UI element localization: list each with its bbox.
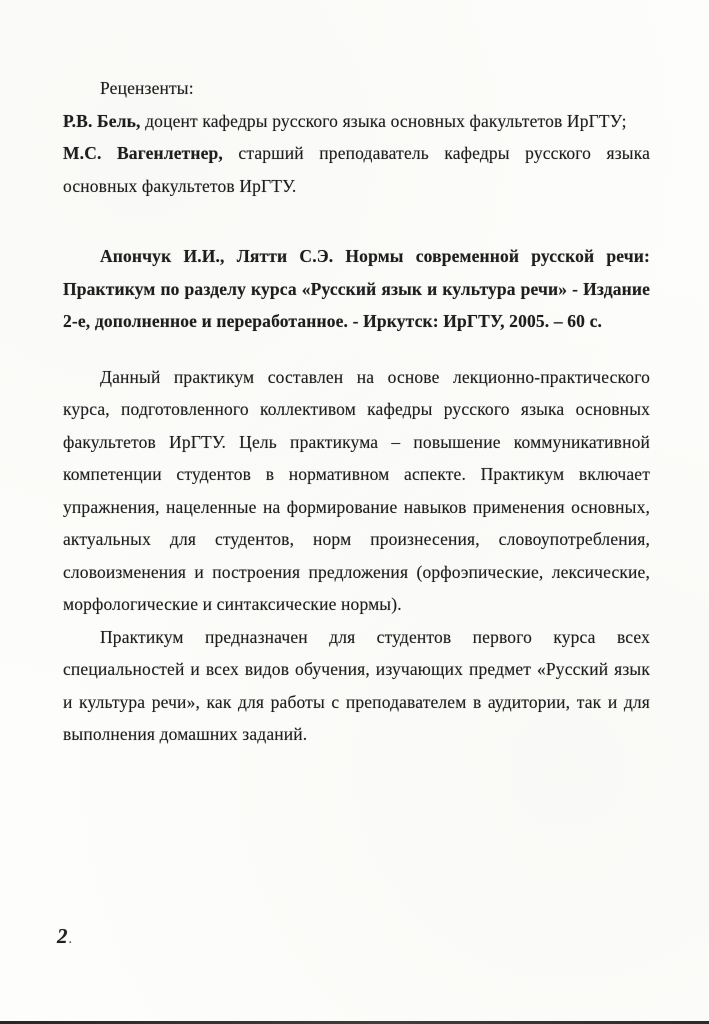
reviewers-heading: Рецензенты: [100, 78, 194, 98]
page-number-dot: . [68, 932, 72, 947]
bibliographic-record: Апончук И.И., Лятти С.Э. Нормы современной русской речи: Практикум по разделу курса «Русский язык и культура речи» - Издание 2-е, дополненное и переработанное. - Иркутск: ИрГТУ, 2005. – 60 с. [63, 246, 650, 331]
annotation-paragraph-1: Данный практикум составлен на основе лекционно-практического курса, подготовленного коллективом кафедры русского языка основных факультетов ИрГТУ. Цель практикума – повышение коммуникативной компетенции студентов в нормативном аспекте. Практикум включает упражнения, нацеленные на формирование навыков применения основных, актуальных для студентов, норм произнесения, словоупотребления, словоизменения и построения предложения (орфоэпические, лексические, морфологические и синтаксические нормы). [63, 366, 650, 614]
annotation-paragraph-2: Практикум предназначен для студентов первого курса всех специальностей и всех видов обучения, изучающих предмет «Русский язык и культура речи», как для работы с преподавателем в аудитории, так и для выполнения домашних заданий. [63, 626, 650, 744]
reviewer-1-role: доцент кафедры русского языка основных факультетов ИрГТУ; [140, 110, 627, 131]
page-number-value: 2 [57, 924, 68, 948]
text-block [63, 72, 650, 751]
reviewer-1-name: Р.В. Бель, [63, 110, 141, 131]
reviewer-entry-1 [63, 105, 650, 138]
reviewer-2-role: старший преподаватель кафедры русского языка основных факультетов ИрГТУ. [63, 143, 650, 196]
page-number [57, 924, 72, 949]
reviewer-2-name: М.С. Вагенлетнер, [63, 143, 223, 163]
reviewer-entry-2 [63, 137, 650, 202]
